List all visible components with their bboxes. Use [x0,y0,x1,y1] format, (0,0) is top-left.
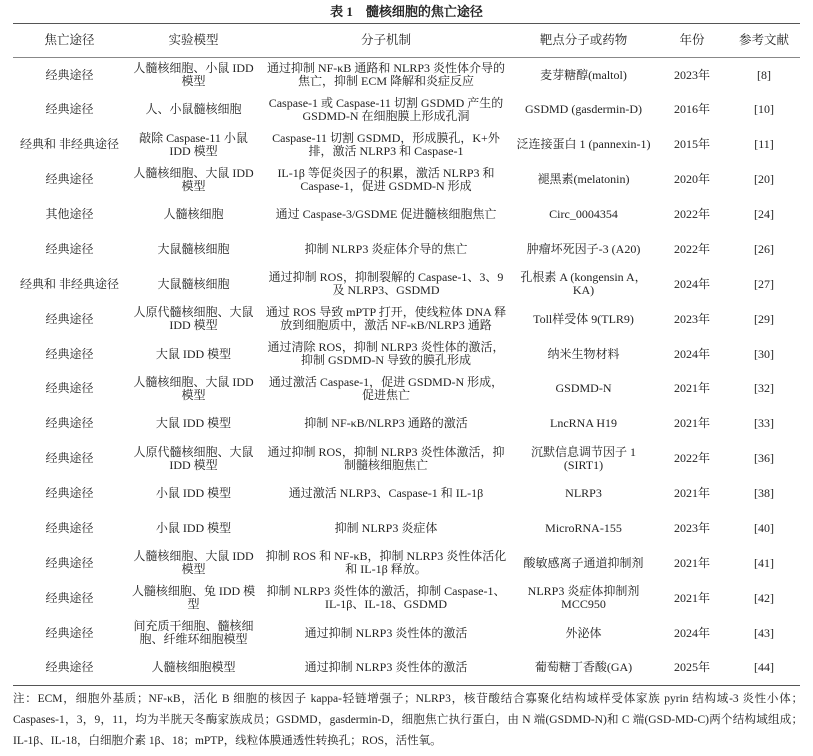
header-pathway: 焦亡途径 [13,24,126,58]
cell-pathway: 经典途径 [45,346,94,361]
cell-target: 麦芽糖醇(maltol) [540,67,627,82]
cell-mechanism: 通过抑制 NLRP3 炎性体的激活 [304,625,468,640]
table-body [13,58,800,686]
cell-year: 2023年 [673,521,710,536]
cell-year: 2023年 [673,67,710,82]
cell-model: 人髓核细胞、大鼠 IDD 模型 [133,549,254,577]
table-row [13,92,800,127]
cell-year: 2022年 [673,207,710,221]
table-title: 表 1 髓核细胞的焦亡途径 [330,4,483,19]
cell-reference: [20] [754,172,774,187]
cell-target: LncRNA H19 [550,416,617,431]
cell-reference: [29] [754,311,774,326]
cell-target: 泛连接蛋白 1 (pannexin-1) [516,137,651,152]
cell-target: Circ_0004354 [549,207,618,221]
cell-target: 外泌体 [565,625,602,640]
cell-pathway: 经典途径 [13,651,126,686]
cell-mechanism: 通过清除 ROS，抑制 NLRP3 炎性体的激活，抑制 GSDMD-N 导致的膜孔形成 [267,340,505,368]
header-model: 实验模型 [126,24,261,58]
cell-model: 敲除 Caspase-11 小鼠 IDD 模型 [139,130,248,158]
table-row [13,302,800,337]
cell-target: 酸敏感离子通道抑制剂 [523,555,644,570]
cell-pathway: 其他途径 [45,207,94,221]
cell-year: 2021年 [673,555,710,570]
cell-year: 2020年 [673,172,710,187]
table-row [13,441,800,476]
header-reference: 参考文献 [728,24,800,58]
cell-mechanism: IL-1β 等促炎因子的积累，激活 NLRP3 和 Caspase-1，促进 GSDMD-N 形成 [277,165,495,193]
cell-target: 纳米生物材料 [547,346,620,361]
table-row [13,546,800,581]
cell-reference: [40] [754,521,774,536]
cell-model: 小鼠 IDD 模型 [155,521,232,536]
cell-target: 肿瘤坏死因子-3 (A20) [526,241,641,256]
cell-reference: [38] [754,486,774,501]
cell-model: 大鼠髓核细胞 [157,241,230,256]
cell-pathway: 经典途径 [45,381,94,396]
table-row [13,476,800,511]
cell-model: 人髓核细胞模型 [126,651,261,686]
cell-mechanism: 通过激活 Caspase-1，促进 GSDMD-N 形成，促进焦亡 [268,374,504,402]
cell-mechanism: 通过抑制 ROS，抑制裂解的 Caspase-1、3、9 及 NLRP3、GSDMD [268,270,504,298]
cell-year: 2024年 [673,346,710,361]
cell-pathway: 经典和 非经典途径 [19,276,119,291]
cell-target: MicroRNA-155 [545,521,622,536]
cell-mechanism: 抑制 NF-κB/NLRP3 通路的激活 [304,416,468,431]
cell-target: 孔根素 A (kongensin A，KA) [520,270,647,298]
cell-mechanism: Caspase-1 或 Caspase-11 切割 GSDMD 产生的 GSDMD-N 在细胞膜上形成孔洞 [268,95,504,123]
cell-mechanism: 抑制 NLRP3 炎性体的激活，抑制 Caspase-1、IL-1β、IL-18、GSDMD [266,584,506,612]
table-row [13,406,800,441]
cell-model: 大鼠髓核细胞 [157,276,230,291]
cell-pathway: 经典途径 [45,625,94,640]
cell-year: 2016年 [673,102,710,117]
cell-mechanism: 通过激活 NLRP3、Caspase-1 和 IL-1β [288,486,484,501]
cell-pathway: 经典途径 [45,590,94,605]
cell-mechanism: 通过抑制 NF-κB 通路和 NLRP3 炎性体介导的焦亡，抑制 ECM 降解和炎症反应 [266,61,506,89]
header-year: 年份 [656,24,728,58]
cell-target: 葡萄糖丁香酸(GA) [511,651,656,686]
table-row [13,616,800,651]
cell-pathway: 经典途径 [45,102,94,117]
table-row [13,197,800,232]
cell-model: 人髓核细胞、兔 IDD 模型 [131,584,256,612]
cell-model: 人髓核细胞、大鼠 IDD 模型 [133,165,254,193]
cell-reference: [44] [728,651,800,686]
cell-year: 2022年 [673,241,710,256]
table-row [13,511,800,546]
cell-reference: [8] [757,67,771,82]
cell-pathway: 经典途径 [45,67,94,82]
cell-target: 沉默信息调节因子 1 (SIRT1) [530,444,636,472]
cell-reference: [30] [754,346,774,361]
cell-target: NLRP3 [565,486,602,501]
table-row [13,232,800,267]
cell-mechanism: 通过 ROS 导致 mPTP 打开，使线粒体 DNA 释放到细胞质中，激活 NF-κB/NLRP3 通路 [265,305,507,333]
cell-pathway: 经典途径 [45,521,94,536]
table-row [13,337,800,372]
cell-mechanism: 抑制 NLRP3 炎症体介导的焦亡 [304,241,468,256]
cell-reference: [26] [754,241,774,256]
cell-year: 2022年 [673,451,710,466]
cell-model: 人髓核细胞 [163,207,224,221]
cell-target: Toll样受体 9(TLR9) [533,311,634,326]
cell-reference: [36] [754,451,774,466]
cell-reference: [27] [754,276,774,291]
header-mechanism: 分子机制 [261,24,511,58]
cell-pathway: 经典途径 [45,172,94,187]
cell-mechanism: 通过 Caspase-3/GSDME 促进髓核细胞焦亡 [275,207,497,221]
cell-model: 人髓核细胞、小鼠 IDD 模型 [133,61,254,89]
table-row [13,127,800,162]
cell-pathway: 经典途径 [45,486,94,501]
cell-reference: [33] [754,416,774,431]
cell-year: 2023年 [673,311,710,326]
cell-model: 人原代髓核细胞、大鼠 IDD 模型 [133,305,254,333]
cell-reference: [42] [754,590,774,605]
cell-reference: [10] [754,102,774,117]
cell-year: 2015年 [673,137,710,152]
table-row [13,581,800,616]
cell-year: 2021年 [673,381,710,396]
cell-pathway: 经典和 非经典途径 [19,137,119,152]
table-row [13,372,800,407]
pyroptosis-table [13,23,800,686]
table-row [13,58,800,93]
cell-mechanism: Caspase-11 切割 GSDMD，形成膜孔，K+外排，激活 NLRP3 和 Caspase-1 [272,130,500,158]
cell-model: 大鼠 IDD 模型 [155,346,232,361]
header-target: 靶点分子或药物 [511,24,656,58]
table-row [13,267,800,302]
cell-model: 间充质干细胞、髓核细胞、纤维环细胞模型 [133,619,254,647]
cell-reference: [41] [754,555,774,570]
cell-year: 2021年 [673,416,710,431]
cell-year: 2024年 [673,276,710,291]
cell-target: 褪黑素(melatonin) [537,172,630,187]
cell-target: NLRP3 炎症体抑制剂 MCC950 [527,584,640,612]
table-header-row [13,24,800,58]
cell-mechanism: 抑制 NLRP3 炎症体 [334,521,438,536]
cell-mechanism: 抑制 ROS 和 NF-κB，抑制 NLRP3 炎性体活化和 IL-1β 释放。 [265,549,507,577]
cell-pathway: 经典途径 [45,555,94,570]
table-row [13,162,800,197]
cell-target: GSDMD (gasdermin-D) [525,102,642,117]
cell-target: GSDMD-N [555,381,612,396]
cell-reference: [24] [754,207,774,221]
cell-pathway: 经典途径 [45,241,94,256]
cell-reference: [43] [754,625,774,640]
cell-model: 小鼠 IDD 模型 [155,486,232,501]
table-note: 注：ECM，细胞外基质；NF-κB，活化 B 细胞的核因子 kappa-轻链增强子；NLRP3，核苷酸结合寡聚化结构域样受体家族 pyrin 结构域-3 炎性小体；Caspases-1，3，9，11，均为半胱天冬酶家族成员；GSDMD，gasdermin-D，细胞焦亡执行蛋白，由 N 端(GSDMD-N)和 C 端(GSD-MD-C)两个结构域组成；IL-1β、IL-18，白细胞介素 1β、18；mPTP，线粒体膜通透性转换孔；ROS，活性氧。 [13,693,803,747]
cell-reference: [32] [754,381,774,396]
cell-year: 2021年 [673,590,710,605]
cell-mechanism: 通过抑制 ROS，抑制 NLRP3 炎性体激活，抑制髓核细胞焦亡 [267,444,505,472]
cell-mechanism: 通过抑制 NLRP3 炎性体的激活 [261,651,511,686]
cell-model: 人原代髓核细胞、大鼠 IDD 模型 [133,444,254,472]
cell-year: 2025年 [656,651,728,686]
cell-reference: [11] [754,137,774,152]
cell-year: 2021年 [673,486,710,501]
cell-model: 人、小鼠髓核细胞 [145,102,242,117]
cell-year: 2024年 [673,625,710,640]
cell-model: 人髓核细胞、大鼠 IDD 模型 [133,374,254,402]
cell-pathway: 经典途径 [45,416,94,431]
cell-pathway: 经典途径 [45,311,94,326]
table-row [13,651,800,686]
cell-model: 大鼠 IDD 模型 [155,416,232,431]
cell-pathway: 经典途径 [45,451,94,466]
